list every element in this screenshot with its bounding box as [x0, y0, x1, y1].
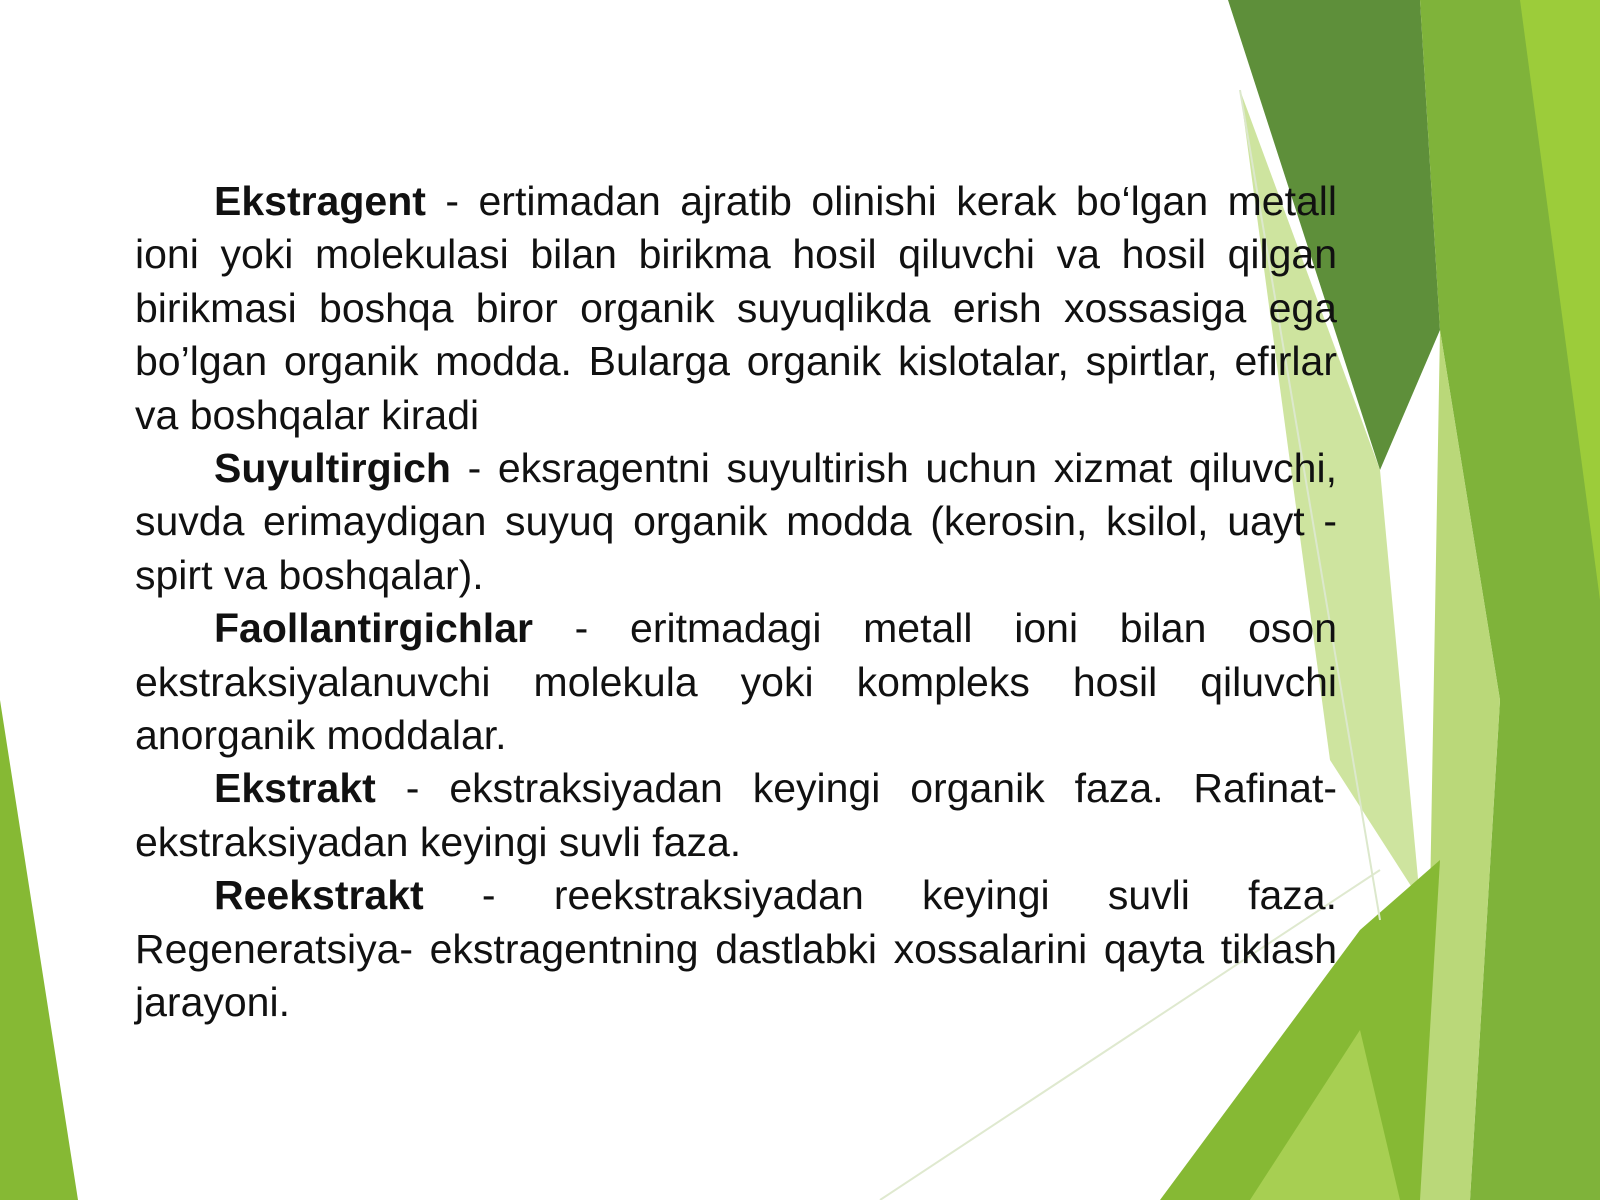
paragraph-faollantirgichlar	[135, 602, 1337, 762]
definition-ekstrakt: - ekstraksiyadan keyingi organik faza. Rafinat-ekstraksiyadan keyingi suvli faza.	[135, 765, 1337, 865]
definition-ekstragent: - ertimadan ajratib olinishi kerak bo‘lgan metall ioni yoki molekulasi bilan birikma hosil qiluvchi va hosil qilgan birikmasi boshqa biror organik suyuqlikda erish xossasiga ega bo’lgan organik modda. Bularga organik kislotalar, spirtlar, efirlar va boshqalar kiradi	[135, 178, 1337, 438]
term-suyultirgich: Suyultirgich	[214, 445, 451, 492]
term-reekstrakt: Reekstrakt	[214, 872, 424, 919]
paragraph-ekstrakt	[135, 762, 1337, 869]
paragraph-ekstragent	[135, 175, 1337, 442]
term-faollantirgichlar: Faollantirgichlar	[214, 605, 533, 652]
definition-suyultirgich: - eksragentni suyultirish uchun xizmat qiluvchi, suvda erimaydigan suyuq organik modda (kerosin, ksilol, uayt - spirt va boshqalar).	[135, 445, 1337, 598]
term-ekstragent: Ekstragent	[214, 178, 426, 224]
definitions-text	[135, 175, 1337, 1030]
paragraph-reekstrakt	[135, 869, 1337, 1029]
definition-reekstrakt: - reekstraksiyadan keyingi suvli faza. Regeneratsiya- ekstragentning dastlabki xossalarini qayta tiklash jarayoni.	[135, 872, 1337, 1026]
paragraph-suyultirgich	[135, 442, 1337, 602]
term-ekstrakt: Ekstrakt	[214, 765, 376, 812]
definition-faollantirgichlar: - eritmadagi metall ioni bilan oson ekstraksiyalanuvchi molekula yoki kompleks hosil qiluvchi anorganik moddalar.	[135, 605, 1337, 759]
facet-green-left	[0, 700, 78, 1200]
